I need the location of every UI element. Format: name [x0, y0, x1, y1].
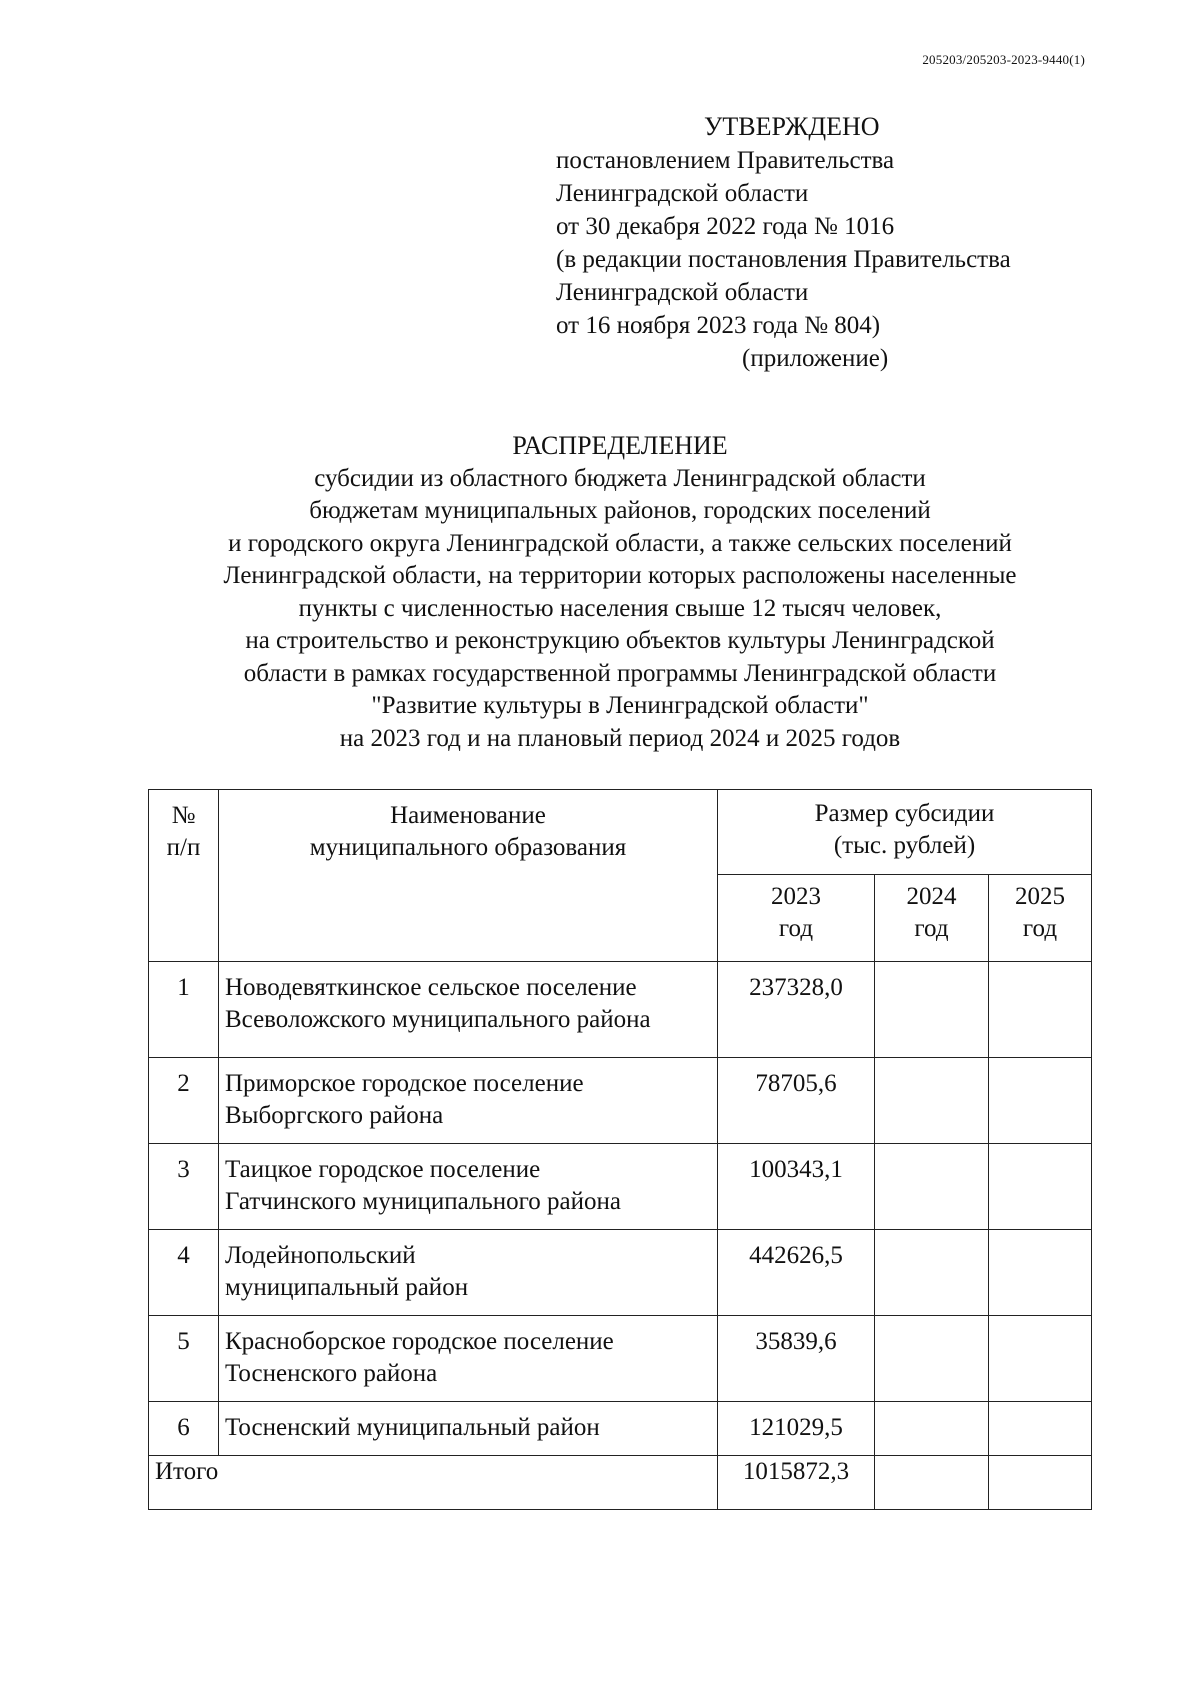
total-value-2025: [989, 1456, 1092, 1510]
row-value-2023: 121029,5: [718, 1402, 875, 1456]
row-value-2024: [875, 962, 989, 1058]
title-line: пункты с численностью населения свыше 12 тысяч человек,: [298, 594, 942, 622]
title-line: на строительство и реконструкцию объектов культуры Ленинградской: [245, 627, 995, 654]
table-row: [149, 1144, 1092, 1230]
row-num: 3: [149, 1144, 219, 1230]
row-name-line: Приморское городское поселение: [225, 1070, 584, 1097]
row-name-line: муниципальный район: [225, 1274, 469, 1301]
year-value: 2024: [906, 883, 957, 910]
row-value-2025: [989, 1402, 1092, 1456]
row-name-line: Таицкое городское поселение: [225, 1156, 541, 1183]
title-line: "Развитие культуры в Ленинградской области": [371, 692, 869, 719]
subsidy-table: [148, 789, 1092, 1510]
approval-line: Ленинградской области: [556, 279, 809, 306]
row-value-2024: [875, 1402, 989, 1456]
header-size-line: (тыс. рублей): [833, 832, 976, 859]
row-num: 2: [149, 1058, 219, 1144]
approval-line: (в редакции постановления Правительства: [556, 246, 1011, 273]
approval-line: Ленинградской области: [556, 180, 809, 207]
approval-heading: УТВЕРЖДЕНО: [704, 112, 880, 141]
row-value-2024: [875, 1230, 989, 1316]
table-total-row: [149, 1456, 1092, 1510]
approval-line: от 30 декабря 2022 года № 1016: [556, 213, 895, 240]
row-name-line: Лодейнопольский: [225, 1242, 416, 1269]
header-num-cell: [149, 790, 219, 962]
row-name-line: Тосненского района: [225, 1360, 438, 1387]
row-name-line: Выборгского района: [225, 1102, 444, 1129]
total-label: Итого: [149, 1456, 718, 1510]
row-value-2024: [875, 1316, 989, 1402]
row-num: 1: [149, 962, 219, 1058]
approval-line: постановлением Правительства: [556, 147, 895, 174]
row-name: [219, 1058, 718, 1144]
header-num-line: п/п: [166, 834, 201, 861]
row-name: [219, 1402, 718, 1456]
row-num: 5: [149, 1316, 219, 1402]
row-value-2023: 35839,6: [718, 1316, 875, 1402]
header-size-cell: [718, 790, 1092, 875]
row-value-2024: [875, 1144, 989, 1230]
table-row: [149, 1402, 1092, 1456]
total-value-2024: [875, 1456, 989, 1510]
row-name-line: Тосненский муниципальный район: [225, 1414, 600, 1441]
row-name: [219, 962, 718, 1058]
row-name-line: Красноборское городское поселение: [225, 1328, 614, 1355]
row-value-2024: [875, 1058, 989, 1144]
header-name-cell: [219, 790, 718, 962]
row-value-2025: [989, 1144, 1092, 1230]
title-line: области в рамках государственной программы Ленинградской области: [243, 659, 997, 687]
row-num: 4: [149, 1230, 219, 1316]
row-name-line: Гатчинского муниципального района: [225, 1188, 622, 1215]
title-line: и городского округа Ленинградской области, а также сельских поселений: [228, 529, 1012, 557]
document-title: [150, 430, 1090, 755]
title-line: на 2023 год и на плановый период 2024 и 2025 годов: [339, 724, 901, 752]
title-line: Ленинградской области, на территории которых расположены населенные: [223, 562, 1017, 589]
total-value-2023: 1015872,3: [718, 1456, 875, 1510]
table-row: [149, 1316, 1092, 1402]
header-name-line: муниципального образования: [309, 834, 627, 861]
row-value-2023: 442626,5: [718, 1230, 875, 1316]
year-value: 2025: [1015, 883, 1065, 910]
row-value-2025: [989, 1316, 1092, 1402]
header-size-line: Размер субсидии: [814, 800, 995, 827]
row-value-2025: [989, 1058, 1092, 1144]
row-name: [219, 1230, 718, 1316]
header-num-line: №: [171, 802, 196, 829]
approval-line: от 16 ноября 2023 года № 804): [556, 312, 881, 339]
row-name-line: Всеволожского муниципального района: [225, 1006, 651, 1033]
row-value-2025: [989, 1230, 1092, 1316]
row-num: 6: [149, 1402, 219, 1456]
header-year-2024: [875, 875, 989, 962]
title-line: субсидии из областного бюджета Ленинградской области: [314, 464, 926, 492]
header-name-line: Наименование: [390, 802, 546, 829]
approval-block: [556, 110, 1011, 375]
year-value: 2023: [771, 883, 821, 910]
header-year-2023: [718, 875, 875, 962]
table-row: [149, 1058, 1092, 1144]
document-number: 205203/205203-2023-9440(1): [922, 52, 1085, 67]
title-heading: РАСПРЕДЕЛЕНИЕ: [512, 431, 728, 460]
row-name: [219, 1144, 718, 1230]
year-unit: год: [1022, 915, 1058, 942]
row-value-2023: 237328,0: [718, 962, 875, 1058]
approval-appendix: (приложение): [742, 345, 889, 372]
year-unit: год: [914, 915, 949, 942]
table-row: [149, 962, 1092, 1058]
header-year-2025: [989, 875, 1092, 962]
row-value-2025: [989, 962, 1092, 1058]
table-row: [149, 1230, 1092, 1316]
row-value-2023: 78705,6: [718, 1058, 875, 1144]
title-line: бюджетам муниципальных районов, городских поселений: [309, 497, 931, 524]
year-unit: год: [778, 915, 814, 942]
row-name: [219, 1316, 718, 1402]
table-header-row: [149, 790, 1092, 875]
row-value-2023: 100343,1: [718, 1144, 875, 1230]
row-name-line: Новодевяткинское сельское поселение: [225, 974, 637, 1001]
